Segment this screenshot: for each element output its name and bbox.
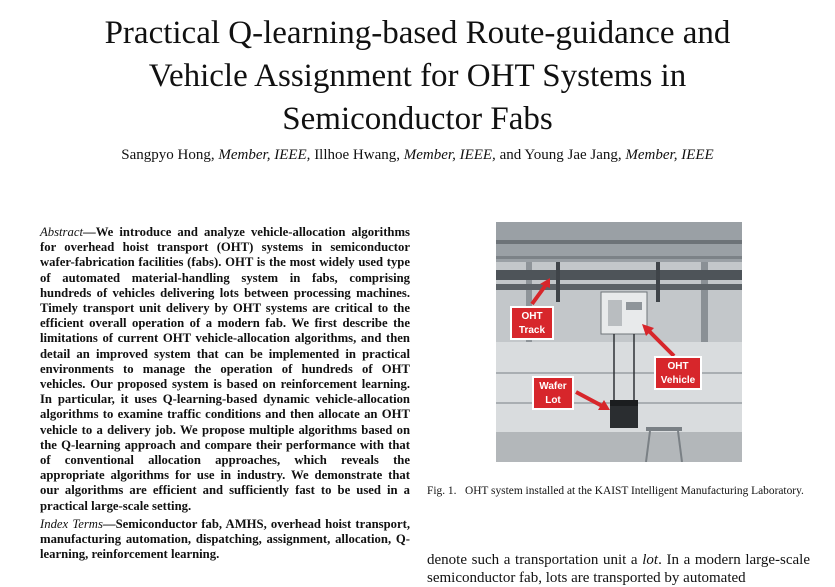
author-affiliation: Member, IEEE,	[403, 147, 496, 163]
index-terms-text: —Semiconductor fab, AMHS, overhead hoist transport, manufacturing automation, dispatching, assignment, allocation, Q-learning, reinforcement learning.	[40, 517, 411, 562]
caption-text: OHT system installed at the KAIST Intelligent Manufacturing Laboratory.	[464, 485, 804, 497]
title-line-3: Semiconductor Fabs	[282, 101, 553, 137]
title-line-2: Vehicle Assignment for OHT Systems in	[148, 58, 687, 94]
abstract-label: Abstract	[40, 225, 83, 239]
abstract-text: —We introduce and analyze vehicle-allocation algorithms for overhead hoist transport (OHT) systems in semiconductor wafer-fabrication facilities (fabs). OHT is the most widely used type of automated material-handling system in fabs, comprising hundreds of vehicles delivering lots between processing machines. Timely transport unit delivery by OHT systems are critical to the efficient overall operation of a modern fab. We first describe the limitations of current OHT vehicle-allocation algorithms, and then detail an improved system that can be implemented in practical environments to manage the operation of hundreds of OHT vehicles. Our proposed system is based on reinforcement learning. In particular, it uses Q-learning-based dynamic vehicle-allocation algorithms to examine traffic conditions and then allocate an OHT vehicle to a delivery job. We propose multiple algorithms based on the Q-learning approach and compare their performance with that of conventional allocation approaches, which reveals the appropriate algorithms for use in industry. We demonstrate that our algorithms are efficient and sufficiently fast to be used in a practical large-scale setting.	[40, 225, 410, 513]
figure-oht-photo	[496, 222, 742, 462]
body-paragraph: denote such a transportation unit a lot. In a modern large-scale semiconductor fab, lots are transported by automated	[427, 552, 811, 586]
oht-photo-illustration	[496, 222, 742, 462]
label-oht-vehicle: OHT Vehicle	[654, 356, 702, 390]
author-affiliation: Member, IEEE,	[218, 147, 311, 163]
index-terms-section	[40, 517, 410, 563]
emphasis-lot: lot	[642, 552, 659, 568]
author-name: and Young Jae Jang,	[499, 147, 622, 163]
author-name: Sangpyo Hong,	[121, 147, 215, 163]
abstract-section	[40, 225, 410, 514]
author-name: Illhoe Hwang,	[314, 147, 400, 163]
author-affiliation: Member, IEEE	[625, 147, 714, 163]
figure-number: Fig. 1.	[427, 485, 457, 497]
figure-caption	[427, 484, 810, 498]
label-wafer-lot: Wafer Lot	[532, 376, 574, 410]
title-line-1: Practical Q-learning-based Route-guidance and	[104, 15, 731, 51]
label-oht-track: OHT Track	[510, 306, 554, 340]
index-terms-label: Index Terms	[40, 517, 103, 531]
author-list	[0, 147, 835, 164]
paper-title	[0, 12, 835, 141]
